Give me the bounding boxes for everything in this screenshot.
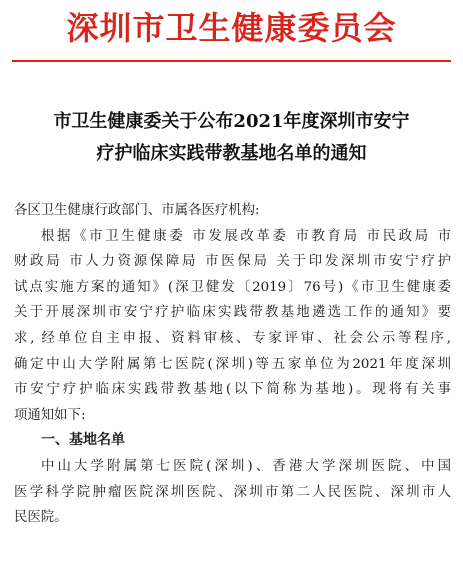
masthead-title: 深圳市卫生健康委员会 bbox=[66, 9, 397, 47]
salutation: 各区卫生健康行政部门、市属各医疗机构: bbox=[14, 203, 260, 218]
paragraph-1-line: 项通知如下: bbox=[14, 407, 86, 423]
section-1-line: 民医院。 bbox=[14, 510, 68, 526]
paragraph-1-line: 确定中山大学附属第七医院(深圳)等五家单位为2021年度深圳 bbox=[14, 356, 451, 372]
masthead-red-rule bbox=[12, 60, 451, 62]
notice-title-line-2: 疗护临床实践带教基地名单的通知 bbox=[96, 143, 367, 164]
paragraph-1-line: 求, 经单位自主申报、资料审核、专家评审、社会公示等程序, bbox=[14, 330, 451, 346]
paragraph-1-line: 根据《市卫生健康委 市发展改革委 市教育局 市民政局 市 bbox=[41, 228, 451, 244]
paragraph-1-line: 财政局 市人力资源保障局 市医保局 关于印发深圳市安宁疗护 bbox=[14, 254, 451, 270]
notice-title bbox=[14, 106, 449, 170]
notice-body bbox=[14, 198, 451, 531]
section-1-line: 中山大学附属第七医院(深圳)、香港大学深圳医院、中国 bbox=[41, 458, 451, 474]
section-1-heading: 一、基地名单 bbox=[41, 432, 125, 449]
paragraph-1-line: 市安宁疗护临床实践带教基地(以下简称为基地)。现将有关事 bbox=[14, 382, 451, 398]
notice-title-line-1: 市卫生健康委关于公布2021年度深圳市安宁 bbox=[53, 111, 410, 132]
paragraph-1-line: 关于开展深圳市安宁疗护临床实践带教基地遴选工作的通知》要 bbox=[14, 305, 451, 321]
paragraph-1-line: 试点实施方案的通知》(深卫健发〔2019〕76号)《市卫生健康委 bbox=[14, 279, 451, 295]
section-1-line: 医学科学院肿瘤医院深圳医院、深圳市第二人民医院、深圳市人 bbox=[14, 484, 451, 500]
